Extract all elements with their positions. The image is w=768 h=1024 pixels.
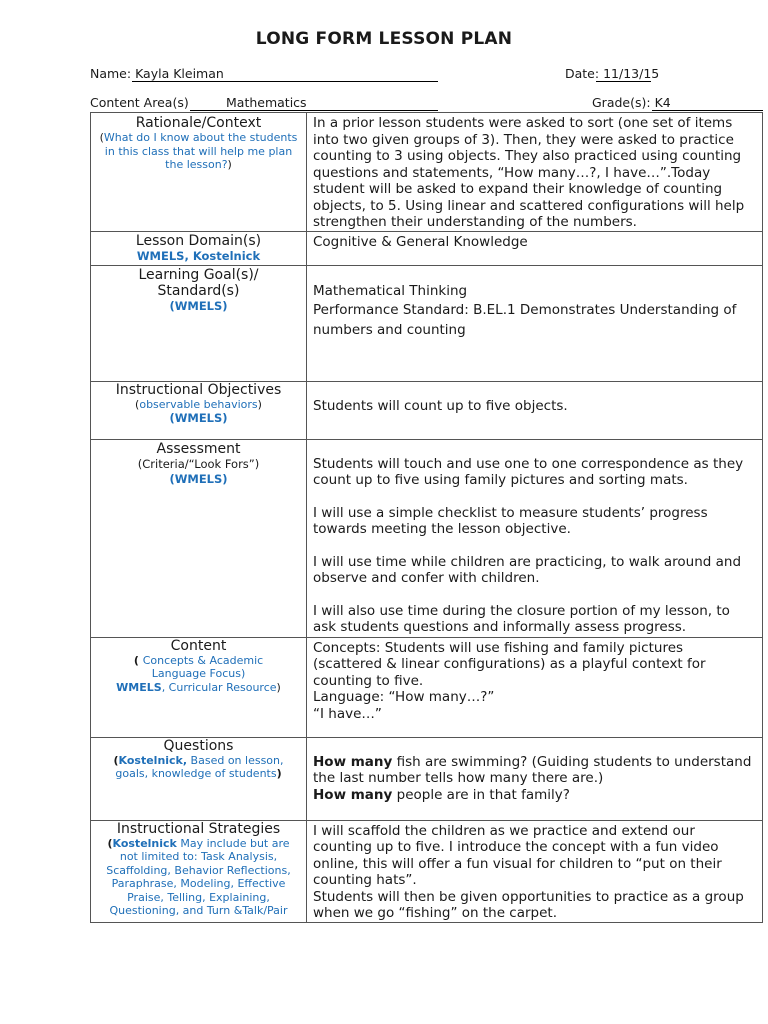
content-open-paren: ( [133,653,143,667]
assessment-subtitle-criteria: (Criteria/“Look Fors”) [137,456,260,471]
goals-content-cell [307,265,763,381]
goals-label-cell [91,265,307,381]
content-area-value: Mathematics [226,95,307,110]
assessment-heading: Assessment [156,440,241,457]
strategies-sub-text: May include but are not limited to: Task Analysis, Scaffolding, Behavior Reflections, Paraphrase, Modeling, Effective Praise, Telling, Explaining, Questioning, and Turn &Talk/Pair [106,836,291,917]
questions-q1 [313,754,756,787]
domain-heading: Lesson Domain(s) [135,232,262,249]
objectives-content: Students will count up to five objects. [313,397,568,414]
strategies-heading: Instructional Strategies [116,820,281,837]
date-label: Date: [565,66,600,81]
assessment-row [91,439,763,637]
strategies-p2: Students will then be given opportunities to practice as a group when we go “fishing” on the carpet. [313,888,744,921]
grade-field [592,95,671,110]
strategies-subtitle [91,837,306,918]
lesson-plan-table [90,112,763,923]
questions-q2-rest: people are in that family? [392,786,570,803]
questions-close-paren: ) [276,767,282,780]
content-area-label: Content Area(s) [90,95,189,110]
goals-row [91,265,763,381]
objectives-label-cell [91,381,307,439]
objectives-subtitle2: (WMELS) [169,411,228,425]
assessment-subtitle-wmels: (WMELS) [169,471,228,486]
questions-sub-text: Based on lesson, goals, knowledge of students [115,753,284,780]
assessment-p4: I will also use time during the closure portion of my lesson, to ask students questions and informally assess progress. [313,602,730,635]
questions-row [91,737,763,820]
questions-q1-rest: fish are swimming? (Guiding students to understand the last number tells how many there are.) [313,753,752,786]
questions-q1-bold: How many [313,753,393,770]
rationale-sub-text: What do I know about the students in this class that will help me plan the lesson? [103,131,298,171]
rationale-row [91,113,763,232]
content-sub-text: Concepts & Academic Language Focus) [142,653,264,680]
questions-subtitle [91,754,306,781]
rationale-content: In a prior lesson students were asked to sort (one set of items into two given groups of 3). Then, they were asked to practice counting to 3 using objects. They also practiced using counting questions and statements, “How many…?, I have…”.Today student will be asked to expand their knowledge of counting objects, to 5. Using linear and scattered configurations will help strengthen their understanding of the numbers. [313,115,745,230]
goals-line1: Mathematical Thinking [313,282,468,299]
content-sub-resource: , Curricular Resource [161,680,277,694]
rationale-close-paren: ) [227,158,232,171]
assessment-content-cell [307,439,763,637]
domain-content-cell [307,231,763,265]
goals-subtitle: (WMELS) [169,298,228,313]
grade-value: K4 [654,95,671,110]
domain-label-cell [91,231,307,265]
content-row [91,637,763,737]
rationale-subtitle [91,131,306,172]
date-value: 11/13/15 [603,66,660,81]
content-subtitle-1 [91,654,306,681]
content-close-paren: ) [276,680,281,694]
domain-content: Cognitive & General Knowledge [313,233,528,250]
strategies-label-cell [91,820,307,922]
content-l2: Language: “How many…?” [313,689,495,705]
questions-q2 [313,787,756,804]
grade-underline [652,110,763,111]
strategies-open-paren: ( [107,836,113,850]
content-content-cell [307,637,763,737]
questions-sub-kostelnick: Kostelnick, [118,753,188,767]
name-underline [132,81,438,82]
strategies-row [91,820,763,922]
questions-open-paren: ( [113,753,119,767]
objectives-row [91,381,763,439]
name-value: Kayla Kleiman [135,66,224,81]
content-subtitle-2 [91,681,306,695]
content-sub-wmels: WMELS [116,680,162,694]
content-heading: Content [170,637,227,654]
rationale-content-cell [307,113,763,232]
name-label: Name: [90,66,132,81]
rationale-heading: Rationale/Context [135,115,262,131]
objectives-content-cell [307,381,763,439]
questions-label-cell [91,737,307,820]
rationale-open-paren: ( [99,131,104,144]
date-underline [596,81,651,82]
strategies-p1: I will scaffold the children as we practice and extend our counting up to five. I introduce the concept with a fun video online, this will offer a fun visual for children to “put on their counting hats”. [313,822,722,888]
domain-subtitle: WMELS, Kostelnick [136,248,261,263]
strategies-sub-kostelnick: Kostelnick [112,836,177,850]
page-title: LONG FORM LESSON PLAN [255,29,513,49]
objectives-close-paren: ) [257,397,262,411]
rationale-label-cell [91,113,307,232]
assessment-label-cell [91,439,307,637]
objectives-open-paren: ( [135,397,140,411]
objectives-subtitle [91,398,306,412]
grade-label: Grade(s): [592,95,651,110]
assessment-p2: I will use a simple checklist to measure students’ progress towards meeting the lesson objective. [313,504,708,537]
questions-content-cell [307,737,763,820]
content-l1: Concepts: Students will use fishing and family pictures (scattered & linear configurations) as a playful context for counting to five. [313,639,706,689]
date-field [565,66,659,81]
strategies-content-cell [307,820,763,922]
name-field [90,66,224,81]
domain-row [91,231,763,265]
questions-heading: Questions [163,737,234,754]
objectives-sub-text: observable behaviors [139,397,258,411]
objectives-heading: Instructional Objectives [115,381,282,398]
goals-line2: Performance Standard: B.EL.1 Demonstrates Understanding of numbers and counting [313,301,737,338]
content-area-underline [190,110,438,111]
content-l3: “I have…” [313,705,382,722]
goals-heading: Learning Goal(s)/ Standard(s) [138,266,259,299]
content-label-cell [91,637,307,737]
questions-q2-bold: How many [313,786,393,803]
assessment-p1: Students will touch and use one to one correspondence as they count up to five using family pictures and sorting mats. [313,455,744,488]
assessment-p3: I will use time while children are practicing, to walk around and observe and confer with children. [313,553,742,586]
